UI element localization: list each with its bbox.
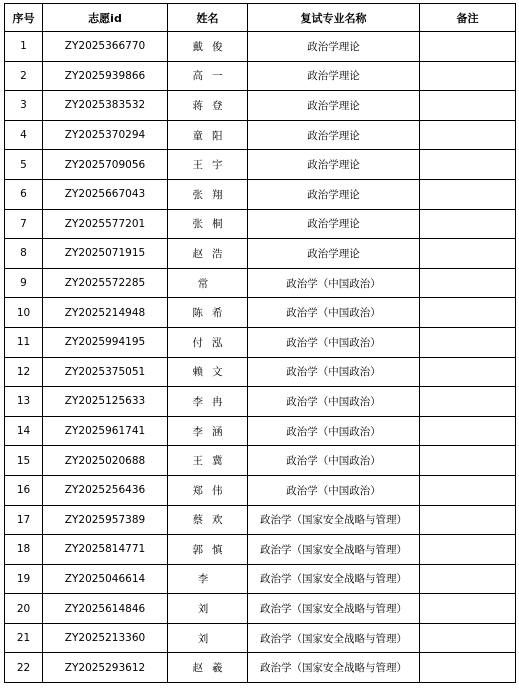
- cell-note: [420, 653, 516, 683]
- cell-seq: 8: [5, 239, 43, 269]
- name-first-char: 付: [192, 336, 203, 349]
- cell-major: 政治学理论: [248, 150, 420, 180]
- cell-name: [168, 416, 248, 446]
- cell-note: [420, 268, 516, 298]
- name-redaction-mask: [203, 217, 212, 231]
- cell-major: 政治学理论: [248, 91, 420, 121]
- cell-id: ZY2025293612: [43, 653, 168, 683]
- cell-name: [168, 446, 248, 476]
- cell-seq: 4: [5, 120, 43, 150]
- cell-seq: 22: [5, 653, 43, 683]
- cell-note: [420, 387, 516, 417]
- name-first-char: 郑: [192, 484, 203, 497]
- cell-major: 政治学（国家安全战略与管理）: [248, 594, 420, 624]
- cell-note: [420, 623, 516, 653]
- name-redaction-mask: [203, 425, 212, 439]
- cell-major: 政治学理论: [248, 179, 420, 209]
- table-row: [5, 446, 516, 476]
- table-row: [5, 357, 516, 387]
- name-first-char: 刘: [197, 632, 209, 645]
- name-redaction-mask: [203, 395, 212, 409]
- name-redaction-mask: [203, 99, 212, 113]
- cell-seq: 7: [5, 209, 43, 239]
- name-first-char: 李: [192, 395, 203, 408]
- name-first-char: 高: [192, 70, 203, 83]
- name-last-char: 涵: [212, 425, 223, 438]
- cell-major: 政治学（中国政治）: [248, 446, 420, 476]
- cell-seq: 11: [5, 327, 43, 357]
- cell-name: [168, 61, 248, 91]
- cell-name: [168, 357, 248, 387]
- name-redaction-mask: [203, 40, 212, 54]
- cell-id: ZY2025994195: [43, 327, 168, 357]
- name-first-char: 赵: [192, 247, 203, 260]
- table-row: [5, 623, 516, 653]
- name-redaction-mask: [203, 454, 212, 468]
- cell-major: 政治学（中国政治）: [248, 475, 420, 505]
- name-redaction-mask: [208, 277, 217, 291]
- cell-id: ZY2025370294: [43, 120, 168, 150]
- cell-seq: 18: [5, 535, 43, 565]
- cell-id: ZY2025213360: [43, 623, 168, 653]
- cell-name: [168, 505, 248, 535]
- cell-major: 政治学（国家安全战略与管理）: [248, 535, 420, 565]
- name-redaction-mask: [203, 661, 212, 675]
- name-first-char: 童: [192, 129, 203, 142]
- cell-name: [168, 120, 248, 150]
- name-last-char: 冀: [212, 455, 223, 468]
- cell-note: [420, 120, 516, 150]
- cell-id: ZY2025046614: [43, 564, 168, 594]
- name-first-char: 常: [197, 277, 209, 290]
- cell-note: [420, 327, 516, 357]
- table-header-row: [5, 4, 516, 32]
- cell-major: 政治学理论: [248, 32, 420, 62]
- cell-name: [168, 239, 248, 269]
- name-last-char: 希: [212, 307, 223, 320]
- name-redaction-mask: [203, 365, 212, 379]
- cell-seq: 21: [5, 623, 43, 653]
- cell-major: 政治学（中国政治）: [248, 298, 420, 328]
- cell-major: 政治学（国家安全战略与管理）: [248, 564, 420, 594]
- name-first-char: 王: [192, 159, 203, 172]
- name-last-char: 翔: [212, 188, 223, 201]
- cell-seq: 1: [5, 32, 43, 62]
- cell-name: [168, 475, 248, 505]
- name-redaction-mask: [203, 484, 212, 498]
- table-row: [5, 475, 516, 505]
- name-last-char: 一: [212, 70, 223, 83]
- name-first-char: 赵: [192, 662, 203, 675]
- name-first-char: 戴: [192, 40, 203, 53]
- table-row: [5, 179, 516, 209]
- cell-major: 政治学（中国政治）: [248, 268, 420, 298]
- name-last-char: 冉: [212, 395, 223, 408]
- name-first-char: 李: [192, 425, 203, 438]
- cell-note: [420, 150, 516, 180]
- cell-note: [420, 446, 516, 476]
- cell-note: [420, 32, 516, 62]
- name-last-char: 阳: [212, 129, 223, 142]
- cell-id: ZY2025020688: [43, 446, 168, 476]
- cell-note: [420, 357, 516, 387]
- cell-id: ZY2025577201: [43, 209, 168, 239]
- table-row: [5, 387, 516, 417]
- cell-name: [168, 653, 248, 683]
- name-redaction-mask: [203, 306, 212, 320]
- cell-seq: 5: [5, 150, 43, 180]
- cell-seq: 6: [5, 179, 43, 209]
- cell-note: [420, 91, 516, 121]
- cell-seq: 20: [5, 594, 43, 624]
- cell-major: 政治学（国家安全战略与管理）: [248, 653, 420, 683]
- cell-major: 政治学（中国政治）: [248, 327, 420, 357]
- name-first-char: 郭: [192, 543, 203, 556]
- cell-id: ZY2025366770: [43, 32, 168, 62]
- table-row: [5, 32, 516, 62]
- header-name: 姓名: [168, 4, 248, 32]
- name-first-char: 赖: [192, 366, 203, 379]
- name-last-char: 桐: [212, 218, 223, 231]
- header-major: 复试专业名称: [248, 4, 420, 32]
- cell-note: [420, 594, 516, 624]
- name-first-char: 李: [197, 573, 209, 586]
- table-row: [5, 416, 516, 446]
- cell-note: [420, 298, 516, 328]
- table-row: [5, 150, 516, 180]
- name-last-char: 慎: [212, 543, 223, 556]
- cell-name: [168, 594, 248, 624]
- header-seq: 序号: [5, 4, 43, 32]
- header-note: 备注: [420, 4, 516, 32]
- table-row: [5, 564, 516, 594]
- cell-seq: 12: [5, 357, 43, 387]
- cell-major: 政治学理论: [248, 61, 420, 91]
- cell-seq: 19: [5, 564, 43, 594]
- cell-name: [168, 32, 248, 62]
- name-first-char: 王: [192, 455, 203, 468]
- name-redaction-mask: [203, 129, 212, 143]
- cell-id: ZY2025814771: [43, 535, 168, 565]
- cell-id: ZY2025957389: [43, 505, 168, 535]
- name-redaction-mask: [203, 188, 212, 202]
- name-last-char: 泓: [212, 336, 223, 349]
- cell-name: [168, 209, 248, 239]
- cell-note: [420, 564, 516, 594]
- name-redaction-mask: [208, 572, 217, 586]
- name-first-char: 张: [192, 218, 203, 231]
- table-row: [5, 61, 516, 91]
- cell-name: [168, 150, 248, 180]
- cell-id: ZY2025667043: [43, 179, 168, 209]
- cell-major: 政治学（国家安全战略与管理）: [248, 505, 420, 535]
- cell-name: [168, 623, 248, 653]
- table-body: [5, 32, 516, 683]
- cell-id: ZY2025709056: [43, 150, 168, 180]
- cell-name: [168, 268, 248, 298]
- cell-note: [420, 239, 516, 269]
- name-redaction-mask: [208, 602, 217, 616]
- table-row: [5, 268, 516, 298]
- name-redaction-mask: [203, 69, 212, 83]
- table-row: [5, 298, 516, 328]
- name-first-char: 蔡: [192, 514, 203, 527]
- name-last-char: 欢: [212, 514, 223, 527]
- cell-seq: 2: [5, 61, 43, 91]
- cell-seq: 10: [5, 298, 43, 328]
- table-row: [5, 209, 516, 239]
- table-row: [5, 120, 516, 150]
- cell-id: ZY2025939866: [43, 61, 168, 91]
- cell-major: 政治学（中国政治）: [248, 416, 420, 446]
- cell-seq: 15: [5, 446, 43, 476]
- cell-note: [420, 505, 516, 535]
- cell-name: [168, 179, 248, 209]
- cell-id: ZY2025383532: [43, 91, 168, 121]
- cell-id: ZY2025125633: [43, 387, 168, 417]
- name-last-char: 登: [212, 99, 223, 112]
- cell-major: 政治学（中国政治）: [248, 387, 420, 417]
- table-row: [5, 505, 516, 535]
- cell-name: [168, 327, 248, 357]
- cell-major: 政治学理论: [248, 209, 420, 239]
- cell-id: ZY2025614846: [43, 594, 168, 624]
- cell-id: ZY2025071915: [43, 239, 168, 269]
- name-first-char: 刘: [197, 603, 209, 616]
- table-row: [5, 91, 516, 121]
- table-row: [5, 594, 516, 624]
- table-row: [5, 327, 516, 357]
- cell-note: [420, 535, 516, 565]
- cell-major: 政治学（国家安全战略与管理）: [248, 623, 420, 653]
- cell-major: 政治学理论: [248, 239, 420, 269]
- name-redaction-mask: [203, 336, 212, 350]
- cell-name: [168, 298, 248, 328]
- cell-major: 政治学（中国政治）: [248, 357, 420, 387]
- cell-name: [168, 564, 248, 594]
- cell-seq: 14: [5, 416, 43, 446]
- name-redaction-mask: [203, 513, 212, 527]
- cell-seq: 17: [5, 505, 43, 535]
- name-last-char: 文: [212, 366, 223, 379]
- name-redaction-mask: [203, 158, 212, 172]
- cell-note: [420, 475, 516, 505]
- table-row: [5, 239, 516, 269]
- cell-name: [168, 387, 248, 417]
- cell-major: 政治学理论: [248, 120, 420, 150]
- cell-seq: 3: [5, 91, 43, 121]
- cell-note: [420, 179, 516, 209]
- name-last-char: 宇: [212, 159, 223, 172]
- cell-note: [420, 61, 516, 91]
- name-last-char: 浩: [212, 247, 223, 260]
- admission-list-sheet: [4, 3, 515, 683]
- cell-name: [168, 535, 248, 565]
- cell-seq: 16: [5, 475, 43, 505]
- name-first-char: 蒋: [192, 99, 203, 112]
- cell-id: ZY2025961741: [43, 416, 168, 446]
- name-last-char: 伟: [212, 484, 223, 497]
- cell-seq: 9: [5, 268, 43, 298]
- name-first-char: 陈: [192, 307, 203, 320]
- table-row: [5, 653, 516, 683]
- cell-id: ZY2025375051: [43, 357, 168, 387]
- name-last-char: 羲: [212, 662, 223, 675]
- cell-name: [168, 91, 248, 121]
- name-redaction-mask: [208, 632, 217, 646]
- cell-note: [420, 416, 516, 446]
- cell-id: ZY2025572285: [43, 268, 168, 298]
- cell-note: [420, 209, 516, 239]
- cell-id: ZY2025214948: [43, 298, 168, 328]
- cell-id: ZY2025256436: [43, 475, 168, 505]
- cell-seq: 13: [5, 387, 43, 417]
- admission-list-table: [4, 3, 516, 683]
- name-first-char: 张: [192, 188, 203, 201]
- name-redaction-mask: [203, 247, 212, 261]
- table-row: [5, 535, 516, 565]
- name-redaction-mask: [203, 543, 212, 557]
- name-last-char: 俊: [212, 40, 223, 53]
- header-id: 志愿id: [43, 4, 168, 32]
